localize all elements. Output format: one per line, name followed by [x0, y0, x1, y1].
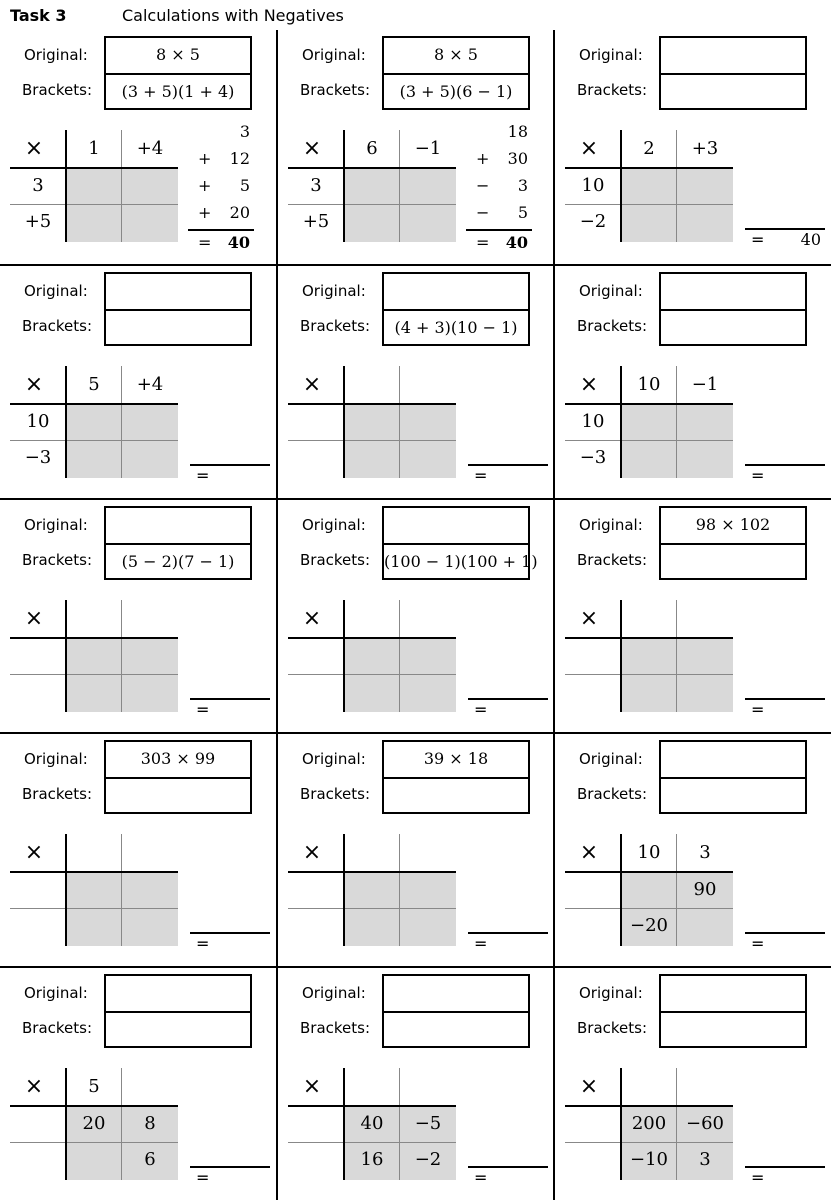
- grid-line: [399, 834, 400, 946]
- expression-box: [659, 974, 807, 1048]
- box-divider: [661, 309, 805, 311]
- grid-line: [121, 600, 122, 712]
- answer-line[interactable]: [190, 1166, 270, 1196]
- working-row: [466, 203, 532, 229]
- multiplication-grid: [565, 366, 733, 478]
- grid-axis: [288, 637, 456, 639]
- total-rule: [466, 229, 532, 231]
- original-field[interactable]: 98 × 102: [695, 515, 771, 534]
- grid-line: [288, 1142, 456, 1143]
- answer-line[interactable]: [745, 228, 825, 258]
- brackets-field[interactable]: (3 + 5)(6 − 1): [399, 82, 513, 101]
- answer-line[interactable]: [745, 932, 825, 962]
- column-header[interactable]: +4: [136, 374, 164, 395]
- times-sign: ×: [24, 136, 44, 161]
- equals-sign: =: [751, 230, 765, 249]
- grid-axis: [620, 600, 622, 712]
- equals-sign: =: [751, 1168, 765, 1187]
- multiplication-grid: [10, 366, 178, 478]
- times-sign: ×: [24, 372, 44, 397]
- exercise-cell: [555, 500, 831, 734]
- grid-axis: [565, 403, 733, 405]
- working-operator: +: [198, 149, 212, 168]
- grid-line: [565, 1142, 733, 1143]
- grid-axis: [10, 167, 178, 169]
- expression-box: [104, 506, 252, 580]
- answer-value[interactable]: 40: [800, 230, 821, 249]
- times-sign: ×: [579, 606, 599, 631]
- product-area: [621, 638, 733, 712]
- working-column: [466, 122, 532, 262]
- exercise-cell: [0, 30, 276, 264]
- exercise-cell: [0, 968, 276, 1202]
- total-row: [188, 233, 254, 259]
- brackets-label: Brackets:: [22, 81, 93, 99]
- equals-sign: =: [474, 700, 488, 719]
- working-term: 3: [239, 122, 250, 141]
- multiplication-grid: [565, 600, 733, 712]
- grid-line: [565, 440, 733, 441]
- product-area: [66, 872, 178, 946]
- brackets-label: Brackets:: [300, 551, 371, 569]
- brackets-field[interactable]: (100 − 1)(100 + 1): [384, 552, 538, 571]
- grid-axis: [10, 871, 178, 873]
- product-area: [66, 168, 178, 242]
- multiplication-grid: [565, 1068, 733, 1180]
- working-row: [466, 176, 532, 202]
- column-header[interactable]: 10: [637, 842, 661, 863]
- expression-box: [382, 36, 530, 110]
- original-label: Original:: [24, 46, 88, 64]
- grid-axis: [343, 834, 345, 946]
- grid-line: [288, 908, 456, 909]
- grid-line: [10, 1142, 178, 1143]
- equals-sign: =: [751, 934, 765, 953]
- box-divider: [106, 543, 250, 545]
- row-header[interactable]: −2: [579, 211, 607, 232]
- grid-line: [10, 908, 178, 909]
- multiplication-grid: [288, 600, 456, 712]
- task-number: Task 3: [10, 6, 67, 25]
- expression-box: [104, 36, 252, 110]
- brackets-field[interactable]: (4 + 3)(10 − 1): [394, 318, 518, 337]
- answer-line[interactable]: [468, 1166, 548, 1196]
- equals-sign: =: [751, 700, 765, 719]
- grid-axis: [65, 600, 67, 712]
- working-row: [466, 122, 532, 148]
- multiplication-grid: [10, 834, 178, 946]
- grid-axis: [565, 1105, 733, 1107]
- row-header[interactable]: +5: [302, 211, 330, 232]
- box-divider: [384, 543, 528, 545]
- working-term: 18: [507, 122, 528, 141]
- working-row: [188, 122, 254, 148]
- expression-box: [382, 272, 530, 346]
- row-header[interactable]: +5: [24, 211, 52, 232]
- total-value[interactable]: 40: [227, 233, 250, 252]
- answer-line[interactable]: [468, 698, 548, 728]
- product-cell[interactable]: −2: [414, 1149, 442, 1170]
- equals-sign: =: [474, 1168, 488, 1187]
- product-cell[interactable]: 20: [82, 1113, 106, 1134]
- multiplication-grid: [288, 130, 456, 242]
- original-label: Original:: [24, 516, 88, 534]
- working-term: 20: [229, 203, 250, 222]
- total-row: [466, 233, 532, 259]
- product-cell[interactable]: −10: [630, 1149, 668, 1170]
- box-divider: [384, 777, 528, 779]
- grid-line: [288, 674, 456, 675]
- expression-box: [104, 974, 252, 1048]
- grid-axis: [565, 167, 733, 169]
- grid-line: [10, 440, 178, 441]
- brackets-label: Brackets:: [300, 785, 371, 803]
- equals-sign: =: [474, 934, 488, 953]
- original-field[interactable]: 303 × 99: [140, 749, 216, 768]
- column-header[interactable]: 5: [88, 1076, 100, 1097]
- product-area: [66, 638, 178, 712]
- original-label: Original:: [302, 282, 366, 300]
- original-label: Original:: [302, 750, 366, 768]
- column-header[interactable]: 6: [366, 138, 378, 159]
- multiplication-grid: [10, 600, 178, 712]
- expression-box: [104, 272, 252, 346]
- total-value[interactable]: 40: [505, 233, 528, 252]
- times-sign: ×: [24, 606, 44, 631]
- column-header[interactable]: +3: [691, 138, 719, 159]
- grid-line: [565, 674, 733, 675]
- column-header[interactable]: 2: [643, 138, 655, 159]
- column-header[interactable]: +4: [136, 138, 164, 159]
- original-label: Original:: [579, 516, 643, 534]
- exercise-cell: [278, 734, 554, 968]
- multiplication-grid: [10, 1068, 178, 1180]
- column-header[interactable]: −1: [414, 138, 442, 159]
- working-term: 5: [239, 176, 250, 195]
- product-cell[interactable]: 3: [699, 1149, 711, 1170]
- product-area: [66, 404, 178, 478]
- box-divider: [661, 1011, 805, 1013]
- answer-line[interactable]: [468, 932, 548, 962]
- working-term: 3: [517, 176, 528, 195]
- grid-axis: [288, 871, 456, 873]
- box-divider: [106, 1011, 250, 1013]
- working-column: [188, 122, 254, 262]
- times-sign: ×: [302, 606, 322, 631]
- exercise-cell: [0, 734, 276, 968]
- original-field[interactable]: 39 × 18: [423, 749, 489, 768]
- brackets-label: Brackets:: [300, 317, 371, 335]
- exercise-cell: [278, 266, 554, 500]
- exercise-cell: [278, 30, 554, 264]
- original-field[interactable]: 8 × 5: [156, 45, 200, 64]
- working-row: [188, 203, 254, 229]
- working-term: 30: [507, 149, 528, 168]
- column-header[interactable]: 1: [88, 138, 100, 159]
- brackets-field[interactable]: (3 + 5)(1 + 4): [121, 82, 235, 101]
- grid-line: [10, 204, 178, 205]
- product-area: [344, 638, 456, 712]
- working-term: 5: [517, 203, 528, 222]
- grid-line: [399, 600, 400, 712]
- brackets-label: Brackets:: [22, 785, 93, 803]
- box-divider: [661, 73, 805, 75]
- grid-line: [565, 204, 733, 205]
- working-operator: +: [198, 176, 212, 195]
- original-field[interactable]: 8 × 5: [434, 45, 478, 64]
- box-divider: [661, 543, 805, 545]
- times-sign: ×: [579, 136, 599, 161]
- grid-line: [121, 834, 122, 946]
- working-term: 12: [229, 149, 250, 168]
- brackets-label: Brackets:: [300, 81, 371, 99]
- grid-axis: [288, 1105, 456, 1107]
- product-cell[interactable]: 90: [693, 879, 717, 900]
- grid-line: [288, 440, 456, 441]
- multiplication-grid: [288, 1068, 456, 1180]
- product-cell[interactable]: −5: [414, 1113, 442, 1134]
- grid-axis: [10, 637, 178, 639]
- exercise-cell: [278, 968, 554, 1202]
- brackets-label: Brackets:: [300, 1019, 371, 1037]
- exercise-grid: [0, 30, 831, 1200]
- product-cell[interactable]: 8: [144, 1113, 156, 1134]
- grid-axis: [565, 637, 733, 639]
- product-area: [621, 168, 733, 242]
- multiplication-grid: [288, 834, 456, 946]
- equals-sign: =: [196, 466, 210, 485]
- brackets-label: Brackets:: [577, 785, 648, 803]
- grid-axis: [10, 403, 178, 405]
- grid-axis: [288, 167, 456, 169]
- original-label: Original:: [24, 984, 88, 1002]
- product-cell[interactable]: 200: [631, 1113, 667, 1134]
- answer-line[interactable]: [745, 698, 825, 728]
- original-label: Original:: [24, 750, 88, 768]
- box-divider: [384, 309, 528, 311]
- grid-axis: [10, 1105, 178, 1107]
- answer-line[interactable]: [190, 698, 270, 728]
- working-operator: +: [476, 149, 490, 168]
- exercise-cell: [555, 30, 831, 264]
- working-operator: −: [476, 203, 490, 222]
- multiplication-grid: [10, 130, 178, 242]
- original-label: Original:: [579, 282, 643, 300]
- box-divider: [661, 777, 805, 779]
- worksheet-title: Calculations with Negatives: [122, 6, 344, 25]
- equals-sign: =: [474, 466, 488, 485]
- working-row: [188, 176, 254, 202]
- expression-box: [659, 36, 807, 110]
- box-divider: [106, 309, 250, 311]
- equals-sign: =: [196, 934, 210, 953]
- original-label: Original:: [24, 282, 88, 300]
- column-header[interactable]: −1: [691, 374, 719, 395]
- original-label: Original:: [579, 46, 643, 64]
- box-divider: [384, 1011, 528, 1013]
- brackets-label: Brackets:: [577, 1019, 648, 1037]
- expression-box: [659, 506, 807, 580]
- grid-line: [10, 674, 178, 675]
- brackets-label: Brackets:: [22, 1019, 93, 1037]
- expression-box: [659, 272, 807, 346]
- answer-line[interactable]: [468, 464, 548, 494]
- product-area: [344, 404, 456, 478]
- expression-box: [382, 740, 530, 814]
- row-header[interactable]: −3: [579, 447, 607, 468]
- original-label: Original:: [302, 984, 366, 1002]
- exercise-cell: [0, 500, 276, 734]
- equals-sign: =: [476, 233, 490, 252]
- product-cell[interactable]: 6: [144, 1149, 156, 1170]
- brackets-label: Brackets:: [22, 317, 93, 335]
- product-cell[interactable]: −60: [686, 1113, 724, 1134]
- product-cell[interactable]: −20: [630, 915, 668, 936]
- multiplication-grid: [565, 834, 733, 946]
- total-rule: [188, 229, 254, 231]
- working-operator: +: [198, 203, 212, 222]
- working-row: [466, 149, 532, 175]
- row-header[interactable]: 10: [581, 411, 605, 432]
- row-header[interactable]: 3: [32, 175, 44, 196]
- brackets-label: Brackets:: [577, 317, 648, 335]
- product-cell[interactable]: 16: [360, 1149, 384, 1170]
- multiplication-grid: [565, 130, 733, 242]
- grid-axis: [343, 366, 345, 478]
- brackets-label: Brackets:: [577, 81, 648, 99]
- row-header[interactable]: 10: [581, 175, 605, 196]
- times-sign: ×: [24, 840, 44, 865]
- exercise-cell: [278, 500, 554, 734]
- times-sign: ×: [579, 372, 599, 397]
- product-area: [621, 404, 733, 478]
- answer-line[interactable]: [745, 464, 825, 494]
- column-header[interactable]: 5: [88, 374, 100, 395]
- times-sign: ×: [579, 1074, 599, 1099]
- grid-axis: [565, 871, 733, 873]
- multiplication-grid: [288, 366, 456, 478]
- row-header[interactable]: −3: [24, 447, 52, 468]
- times-sign: ×: [579, 840, 599, 865]
- answer-line[interactable]: [190, 932, 270, 962]
- grid-axis: [343, 600, 345, 712]
- equals-sign: =: [196, 1168, 210, 1187]
- exercise-cell: [555, 266, 831, 500]
- exercise-cell: [0, 266, 276, 500]
- original-label: Original:: [579, 984, 643, 1002]
- times-sign: ×: [302, 840, 322, 865]
- grid-line: [399, 366, 400, 478]
- brackets-label: Brackets:: [22, 551, 93, 569]
- grid-line: [676, 600, 677, 712]
- expression-box: [659, 740, 807, 814]
- row-header[interactable]: 3: [310, 175, 322, 196]
- equals-sign: =: [196, 700, 210, 719]
- original-label: Original:: [302, 46, 366, 64]
- grid-line: [565, 908, 733, 909]
- times-sign: ×: [302, 372, 322, 397]
- exercise-cell: [555, 734, 831, 968]
- times-sign: ×: [302, 136, 322, 161]
- column-header[interactable]: 10: [637, 374, 661, 395]
- expression-box: [382, 506, 538, 580]
- grid-axis: [288, 403, 456, 405]
- answer-line[interactable]: [745, 1166, 825, 1196]
- product-area: [344, 872, 456, 946]
- brackets-field[interactable]: (5 − 2)(7 − 1): [121, 552, 235, 571]
- exercise-cell: [555, 968, 831, 1202]
- times-sign: ×: [302, 1074, 322, 1099]
- product-cell[interactable]: 40: [360, 1113, 384, 1134]
- brackets-label: Brackets:: [577, 551, 648, 569]
- original-label: Original:: [302, 516, 366, 534]
- working-row: [188, 149, 254, 175]
- row-header[interactable]: 10: [26, 411, 50, 432]
- expression-box: [382, 974, 530, 1048]
- times-sign: ×: [24, 1074, 44, 1099]
- box-divider: [384, 73, 528, 75]
- grid-axis: [65, 834, 67, 946]
- box-divider: [106, 73, 250, 75]
- equals-sign: =: [751, 466, 765, 485]
- original-label: Original:: [579, 750, 643, 768]
- column-header[interactable]: 3: [699, 842, 711, 863]
- equals-sign: =: [198, 233, 212, 252]
- grid-line: [288, 204, 456, 205]
- expression-box: [104, 740, 252, 814]
- product-area: [344, 168, 456, 242]
- box-divider: [106, 777, 250, 779]
- answer-line[interactable]: [190, 464, 270, 494]
- working-operator: −: [476, 176, 490, 195]
